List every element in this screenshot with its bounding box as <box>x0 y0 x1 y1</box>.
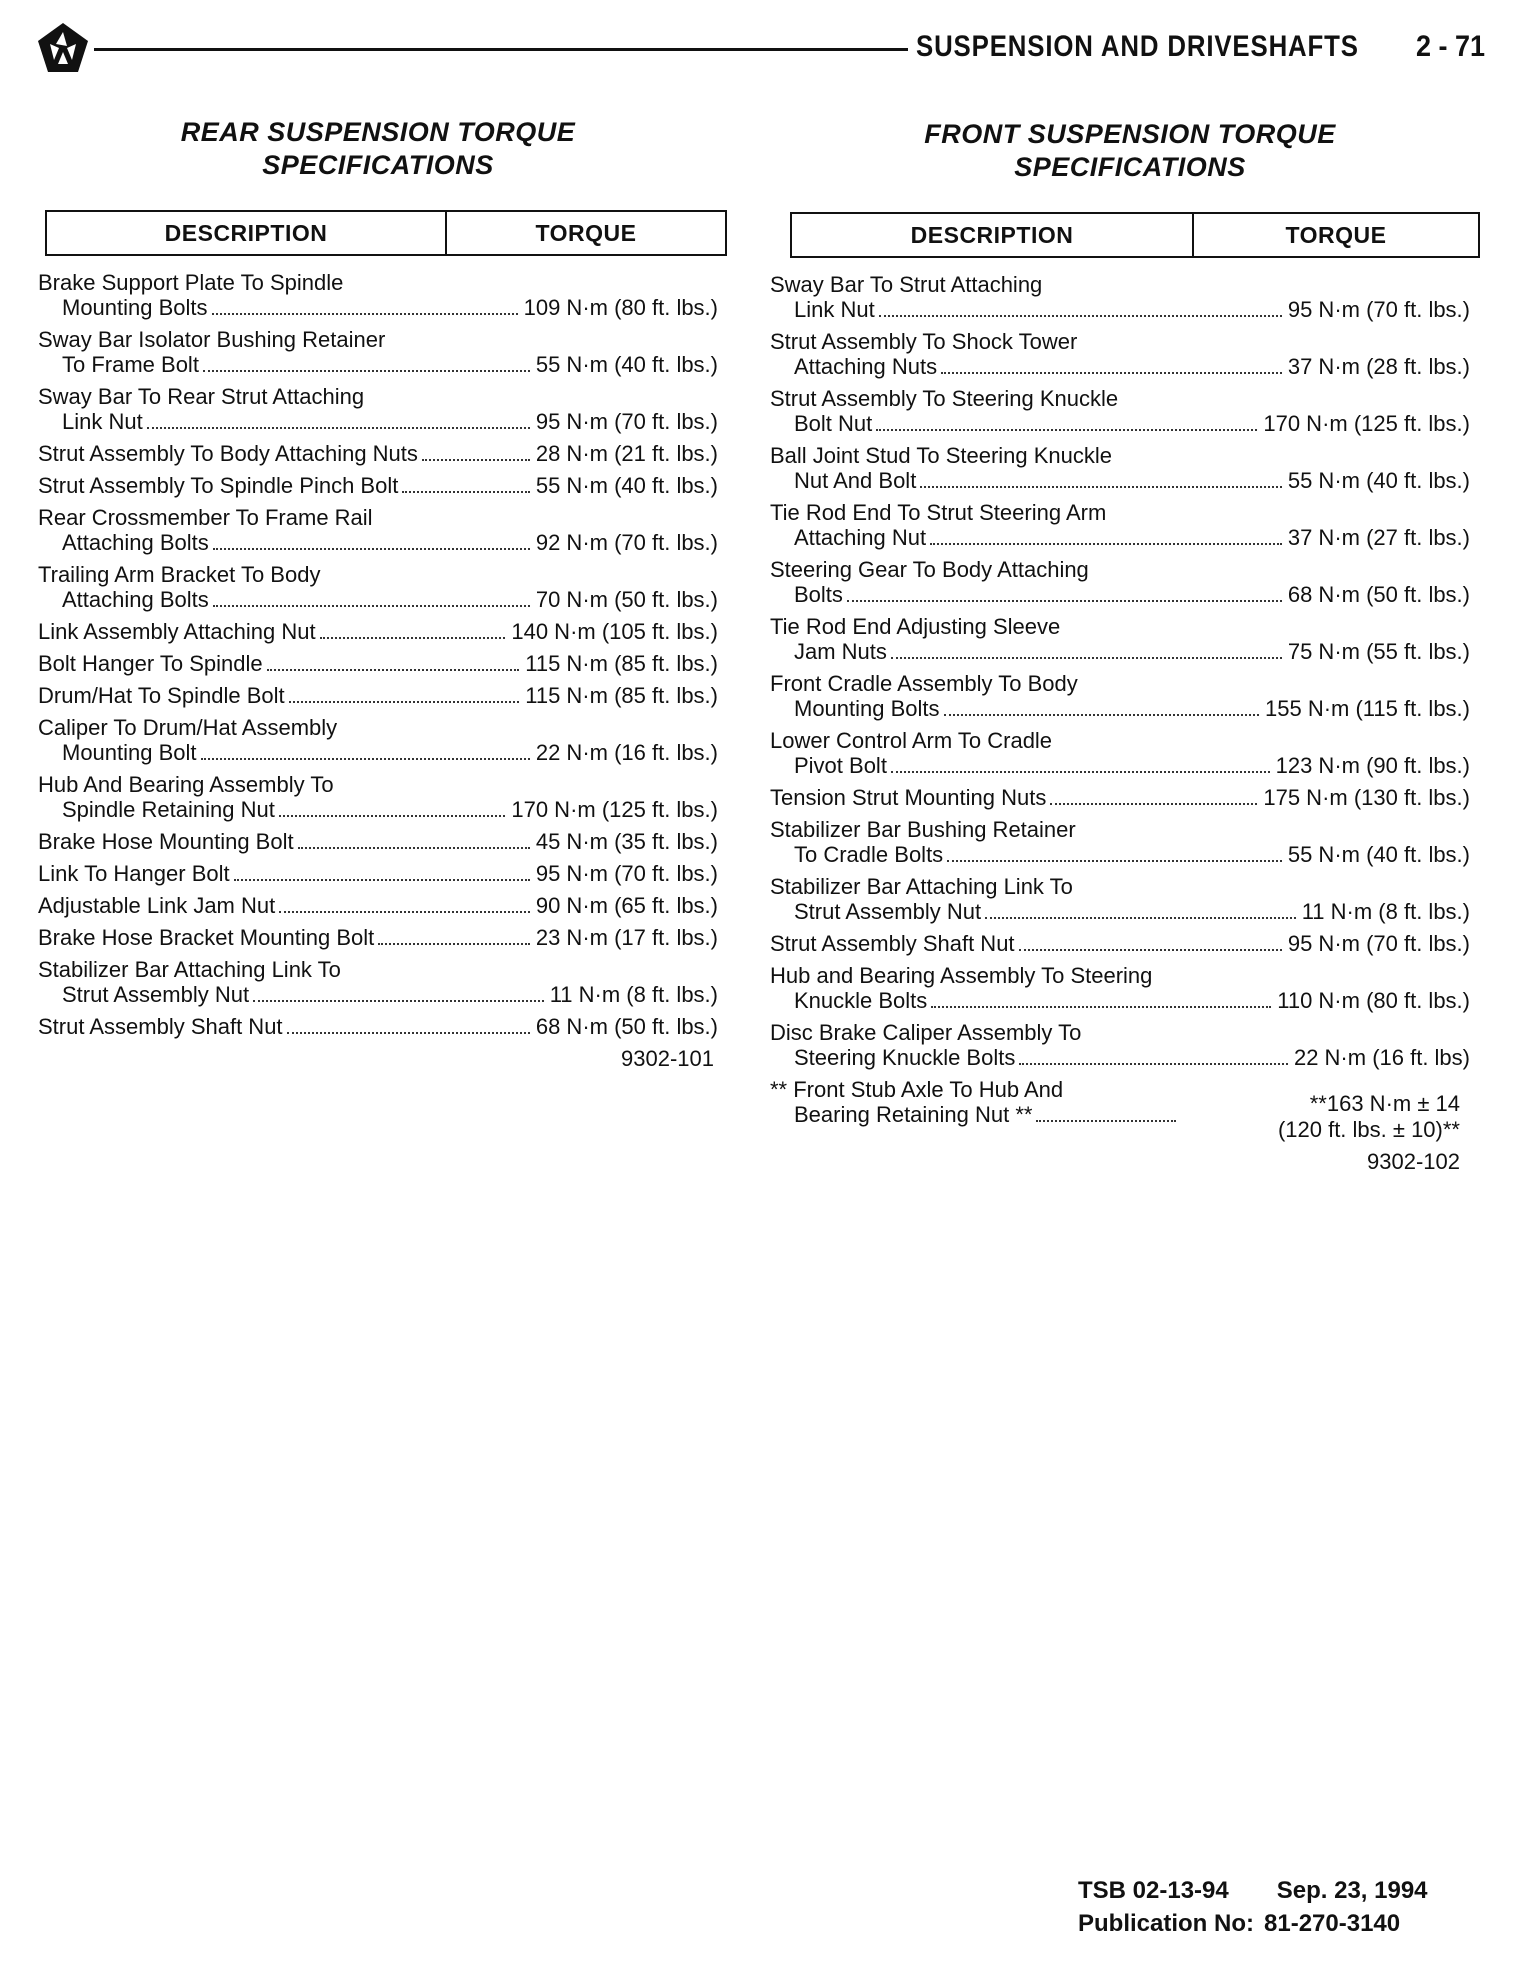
row-desc-line1: Brake Support Plate To Spindle <box>38 270 344 295</box>
table-row <box>38 1014 718 1039</box>
front-section <box>770 118 1480 1175</box>
row-value: 28 N·m (21 ft. lbs.) <box>535 441 718 466</box>
row-desc-line2: Link Nut <box>62 409 143 434</box>
row-value: 175 N·m (130 ft. lbs.) <box>1263 785 1470 810</box>
pentastar-icon <box>36 22 90 76</box>
row-desc-line2: Link Assembly Attaching Nut <box>38 619 316 644</box>
row-value: 37 N·m (28 ft. lbs.) <box>1287 354 1470 379</box>
publication-label: Publication No: <box>1078 1910 1254 1937</box>
leader-dots <box>879 315 1282 317</box>
row-value: **163 N·m ± 14 <box>1309 1091 1460 1116</box>
leader-dots <box>422 459 530 461</box>
row-desc-line2: Attaching Bolts <box>62 587 209 612</box>
row-value: 68 N·m (50 ft. lbs.) <box>1287 582 1470 607</box>
table-row <box>38 270 718 320</box>
rear-figure-code: 9302-101 <box>621 1046 714 1071</box>
leader-dots <box>203 370 530 372</box>
row-value: 55 N·m (40 ft. lbs.) <box>1287 468 1470 493</box>
page-footer <box>1078 1874 1428 1940</box>
row-desc-line2: Tension Strut Mounting Nuts <box>770 785 1047 810</box>
table-row <box>38 327 718 377</box>
row-value: 70 N·m (50 ft. lbs.) <box>535 587 718 612</box>
leader-dots <box>944 714 1259 716</box>
front-section-title: FRONT SUSPENSION TORQUE SPECIFICATIONS <box>924 119 1336 182</box>
table-row <box>38 861 718 886</box>
row-desc-line2: Mounting Bolts <box>62 295 208 320</box>
leader-dots <box>212 313 518 315</box>
row-desc-line1: Disc Brake Caliper Assembly To <box>770 1020 1082 1045</box>
leader-dots <box>279 911 530 913</box>
rear-col-description: DESCRIPTION <box>47 212 447 254</box>
table-row <box>770 557 1470 607</box>
table-row <box>770 671 1470 721</box>
row-value: 140 N·m (105 ft. lbs.) <box>511 619 718 644</box>
row-desc-line2: Strut Assembly Nut <box>62 982 250 1007</box>
rear-col-torque: TORQUE <box>535 219 637 246</box>
row-desc-line1: Sway Bar To Strut Attaching <box>770 272 1043 297</box>
leader-dots <box>253 1000 544 1002</box>
row-desc-line2: Pivot Bolt <box>794 753 887 778</box>
leader-dots <box>920 486 1282 488</box>
row-value: 55 N·m (40 ft. lbs.) <box>1287 842 1470 867</box>
row-value: 22 N·m (16 ft. lbs) <box>1293 1045 1470 1070</box>
table-row <box>770 443 1470 493</box>
front-col-description: DESCRIPTION <box>792 214 1194 256</box>
row-desc-line2: Attaching Nut <box>794 525 927 550</box>
row-desc-line1: Sway Bar To Rear Strut Attaching <box>38 384 365 409</box>
row-value: 109 N·m (80 ft. lbs.) <box>523 295 718 320</box>
row-desc-line1: Strut Assembly To Steering Knuckle <box>770 386 1119 411</box>
row-desc-line2: Strut Assembly To Body Attaching Nuts <box>38 441 418 466</box>
front-table-body <box>770 272 1470 1070</box>
table-row <box>770 386 1470 436</box>
row-value: 115 N·m (85 ft. lbs.) <box>525 651 718 676</box>
leader-dots <box>234 879 530 881</box>
table-row <box>770 728 1470 778</box>
table-row <box>770 329 1470 379</box>
table-row <box>38 384 718 434</box>
leader-dots <box>287 1032 530 1034</box>
row-desc-line2: Spindle Retaining Nut <box>62 797 275 822</box>
rear-table-header <box>45 210 727 256</box>
row-desc-line1: Lower Control Arm To Cradle <box>770 728 1053 753</box>
row-desc-line2: Strut Assembly Shaft Nut <box>770 931 1015 956</box>
table-row <box>38 619 718 644</box>
table-row <box>38 505 718 555</box>
page-number: 2 - 71 <box>1416 30 1486 63</box>
row-desc-line2: Attaching Nuts <box>794 354 938 379</box>
rear-section <box>38 116 728 1072</box>
row-desc-line2: To Frame Bolt <box>62 352 199 377</box>
row-desc-line1: Steering Gear To Body Attaching <box>770 557 1089 582</box>
leader-dots <box>147 427 530 429</box>
leader-dots <box>947 860 1282 862</box>
row-desc-line1: Ball Joint Stud To Steering Knuckle <box>770 443 1113 468</box>
table-row <box>770 1020 1470 1070</box>
table-row <box>38 772 718 822</box>
row-value: 155 N·m (115 ft. lbs.) <box>1265 696 1470 721</box>
row-value: (120 ft. lbs. ± 10)** <box>1277 1117 1460 1142</box>
row-value: 95 N·m (70 ft. lbs.) <box>1287 297 1470 322</box>
row-desc-line2: Bolt Nut <box>794 411 873 436</box>
row-desc-line1: Front Cradle Assembly To Body <box>770 671 1078 696</box>
leader-dots <box>298 847 530 849</box>
row-value: 95 N·m (70 ft. lbs.) <box>1287 931 1470 956</box>
leader-dots <box>891 771 1270 773</box>
row-desc-line1: Sway Bar Isolator Bushing Retainer <box>38 327 386 352</box>
row-value: 68 N·m (50 ft. lbs.) <box>535 1014 718 1039</box>
table-row <box>770 614 1470 664</box>
row-desc-line2: Brake Hose Mounting Bolt <box>38 829 294 854</box>
row-desc-line2: Link Nut <box>794 297 875 322</box>
row-desc-line2: Brake Hose Bracket Mounting Bolt <box>38 925 375 950</box>
leader-dots <box>941 372 1282 374</box>
row-desc-line1: Tie Rod End Adjusting Sleeve <box>770 614 1061 639</box>
leader-dots <box>1019 1063 1288 1065</box>
header-rule <box>94 48 908 51</box>
leader-dots <box>931 1006 1271 1008</box>
row-value: 11 N·m (8 ft. lbs.) <box>1301 899 1470 924</box>
table-row <box>38 683 718 708</box>
row-desc-line2: Mounting Bolts <box>794 696 940 721</box>
table-row <box>38 441 718 466</box>
table-row <box>770 1077 1470 1142</box>
tsb-number: TSB 02-13-94 <box>1078 1877 1229 1904</box>
row-desc-line2: Knuckle Bolts <box>794 988 928 1013</box>
row-value: 75 N·m (55 ft. lbs.) <box>1287 639 1470 664</box>
row-desc-line2: Strut Assembly To Spindle Pinch Bolt <box>38 473 399 498</box>
table-row <box>770 963 1470 1013</box>
table-row <box>38 651 718 676</box>
front-figure-code: 9302-102 <box>1367 1149 1460 1174</box>
row-value: 95 N·m (70 ft. lbs.) <box>535 861 718 886</box>
row-value: 22 N·m (16 ft. lbs.) <box>535 740 718 765</box>
front-table-header <box>790 212 1480 258</box>
row-value: 23 N·m (17 ft. lbs.) <box>535 925 718 950</box>
row-value: 55 N·m (40 ft. lbs.) <box>535 473 718 498</box>
leader-dots <box>320 637 506 639</box>
table-row <box>38 925 718 950</box>
row-desc-line1: Strut Assembly To Shock Tower <box>770 329 1078 354</box>
table-row <box>38 562 718 612</box>
leader-dots <box>1050 803 1257 805</box>
table-row <box>38 473 718 498</box>
table-row <box>770 272 1470 322</box>
front-col-torque: TORQUE <box>1285 221 1387 248</box>
row-value: 45 N·m (35 ft. lbs.) <box>535 829 718 854</box>
leader-dots <box>267 669 520 671</box>
table-row <box>770 500 1470 550</box>
leader-dots <box>930 543 1282 545</box>
row-desc-line2: Bolt Hanger To Spindle <box>38 651 263 676</box>
table-row <box>770 817 1470 867</box>
row-value: 170 N·m (125 ft. lbs.) <box>1263 411 1470 436</box>
table-row <box>38 829 718 854</box>
row-value: 110 N·m (80 ft. lbs.) <box>1277 988 1470 1013</box>
row-desc-line2: Adjustable Link Jam Nut <box>38 893 276 918</box>
leader-dots <box>289 701 520 703</box>
table-row <box>770 874 1470 924</box>
row-desc-line1: Tie Rod End To Strut Steering Arm <box>770 500 1107 525</box>
row-desc-line1: Caliper To Drum/Hat Assembly <box>38 715 338 740</box>
row-value: 170 N·m (125 ft. lbs.) <box>511 797 718 822</box>
row-value: 55 N·m (40 ft. lbs.) <box>535 352 718 377</box>
row-desc-line2: Steering Knuckle Bolts <box>794 1045 1016 1070</box>
leader-dots <box>1036 1120 1176 1122</box>
rear-section-title: REAR SUSPENSION TORQUE SPECIFICATIONS <box>180 117 576 180</box>
table-row <box>770 931 1470 956</box>
row-desc-line1: Hub and Bearing Assembly To Steering <box>770 963 1153 988</box>
leader-dots <box>1019 949 1282 951</box>
row-desc-line2: Nut And Bolt <box>794 468 917 493</box>
row-desc-line2: Attaching Bolts <box>62 530 209 555</box>
row-desc-line1: Rear Crossmember To Frame Rail <box>38 505 373 530</box>
row-value: 123 N·m (90 ft. lbs.) <box>1275 753 1470 778</box>
publication-number: 81-270-3140 <box>1264 1910 1401 1937</box>
row-desc-line1: ** Front Stub Axle To Hub And <box>770 1077 1064 1102</box>
rear-table-body <box>38 270 718 1039</box>
row-desc-line2: To Cradle Bolts <box>794 842 944 867</box>
row-desc-line2: Drum/Hat To Spindle Bolt <box>38 683 285 708</box>
row-desc-line2: Bearing Retaining Nut ** <box>794 1102 1033 1127</box>
row-value: 37 N·m (27 ft. lbs.) <box>1287 525 1470 550</box>
row-desc-line1: Trailing Arm Bracket To Body <box>38 562 321 587</box>
page-header <box>36 22 1486 82</box>
row-value: 92 N·m (70 ft. lbs.) <box>535 530 718 555</box>
row-desc-line2: Strut Assembly Shaft Nut <box>38 1014 283 1039</box>
leader-dots <box>201 758 530 760</box>
row-desc-line1: Stabilizer Bar Attaching Link To <box>38 957 341 982</box>
leader-dots <box>279 815 506 817</box>
row-desc-line1: Stabilizer Bar Attaching Link To <box>770 874 1073 899</box>
leader-dots <box>985 917 1296 919</box>
leader-dots <box>402 491 530 493</box>
tsb-date: Sep. 23, 1994 <box>1276 1877 1428 1904</box>
row-desc-line2: Jam Nuts <box>794 639 887 664</box>
leader-dots <box>847 600 1282 602</box>
leader-dots <box>213 605 530 607</box>
table-row <box>770 785 1470 810</box>
table-row <box>38 957 718 1007</box>
row-desc-line2: Strut Assembly Nut <box>794 899 982 924</box>
row-desc-line2: Link To Hanger Bolt <box>38 861 230 886</box>
row-value: 11 N·m (8 ft. lbs.) <box>549 982 718 1007</box>
leader-dots <box>876 429 1257 431</box>
leader-dots <box>213 548 530 550</box>
leader-dots <box>891 657 1282 659</box>
row-value: 90 N·m (65 ft. lbs.) <box>535 893 718 918</box>
row-desc-line1: Stabilizer Bar Bushing Retainer <box>770 817 1076 842</box>
row-value: 95 N·m (70 ft. lbs.) <box>535 409 718 434</box>
table-row <box>38 893 718 918</box>
leader-dots <box>378 943 530 945</box>
row-desc-line2: Mounting Bolt <box>62 740 197 765</box>
row-desc-line2: Bolts <box>794 582 843 607</box>
row-desc-line1: Hub And Bearing Assembly To <box>38 772 334 797</box>
table-row <box>38 715 718 765</box>
row-value: 115 N·m (85 ft. lbs.) <box>525 683 718 708</box>
page-title: SUSPENSION AND DRIVESHAFTS <box>916 30 1359 63</box>
